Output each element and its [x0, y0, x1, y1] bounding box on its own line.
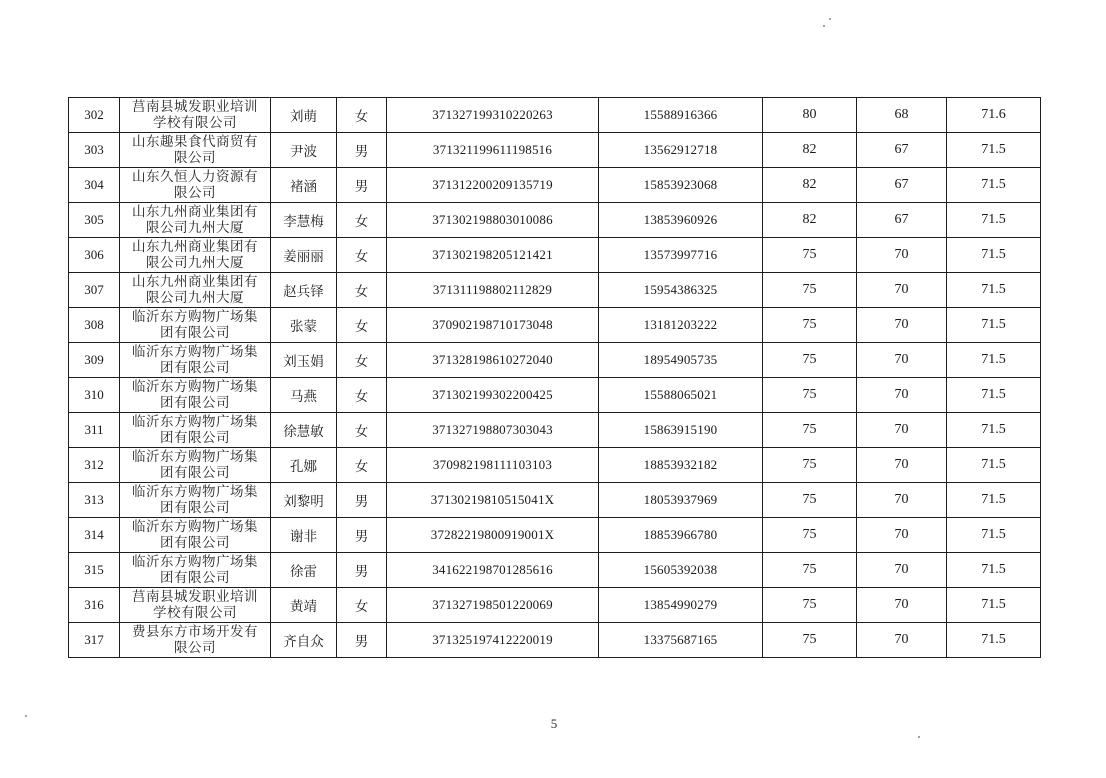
serial-number-cell: 305 — [69, 203, 120, 238]
score-2-cell: 67 — [857, 203, 947, 238]
total-score-cell: 71.5 — [947, 273, 1041, 308]
company-cell — [120, 308, 271, 343]
company-line-1: 山东九州商业集团有 — [132, 239, 258, 255]
phone-cell: 18853932182 — [599, 448, 763, 483]
score-1-cell: 75 — [763, 518, 857, 553]
company-cell — [120, 553, 271, 588]
score-1-cell: 75 — [763, 553, 857, 588]
total-score-cell: 71.5 — [947, 133, 1041, 168]
table-row — [69, 518, 1041, 553]
score-1-cell: 80 — [763, 98, 857, 133]
company-cell — [120, 448, 271, 483]
gender-cell: 男 — [337, 553, 387, 588]
name-cell: 黄靖 — [271, 588, 337, 623]
total-score-cell: 71.6 — [947, 98, 1041, 133]
score-1-cell: 82 — [763, 168, 857, 203]
scan-speck — [823, 25, 825, 27]
name-cell: 徐雷 — [271, 553, 337, 588]
score-2-cell: 70 — [857, 273, 947, 308]
id-number-cell: 341622198701285616 — [387, 553, 599, 588]
name-cell: 徐慧敏 — [271, 413, 337, 448]
company-cell — [120, 483, 271, 518]
serial-number-cell: 307 — [69, 273, 120, 308]
company-line-2: 团有限公司 — [160, 535, 230, 551]
table-row — [69, 378, 1041, 413]
phone-cell: 18853966780 — [599, 518, 763, 553]
company-cell — [120, 588, 271, 623]
phone-cell: 13573997716 — [599, 238, 763, 273]
company-line-1: 临沂东方购物广场集 — [132, 449, 258, 465]
phone-cell: 15954386325 — [599, 273, 763, 308]
id-number-cell: 370902198710173048 — [387, 308, 599, 343]
score-1-cell: 75 — [763, 588, 857, 623]
name-cell: 马燕 — [271, 378, 337, 413]
score-1-cell: 75 — [763, 343, 857, 378]
serial-number-cell: 304 — [69, 168, 120, 203]
score-2-cell: 70 — [857, 483, 947, 518]
id-number-cell: 37130219810515041X — [387, 483, 599, 518]
name-cell: 刘萌 — [271, 98, 337, 133]
score-2-cell: 70 — [857, 518, 947, 553]
total-score-cell: 71.5 — [947, 483, 1041, 518]
company-cell — [120, 623, 271, 658]
company-cell — [120, 378, 271, 413]
name-cell: 张蒙 — [271, 308, 337, 343]
total-score-cell: 71.5 — [947, 413, 1041, 448]
table-row — [69, 413, 1041, 448]
table-row — [69, 238, 1041, 273]
total-score-cell: 71.5 — [947, 168, 1041, 203]
id-number-cell: 37282219800919001X — [387, 518, 599, 553]
score-2-cell: 70 — [857, 448, 947, 483]
gender-cell: 女 — [337, 413, 387, 448]
gender-cell: 女 — [337, 238, 387, 273]
table-row — [69, 168, 1041, 203]
total-score-cell: 71.5 — [947, 623, 1041, 658]
candidate-score-table — [68, 97, 1041, 658]
phone-cell: 13562912718 — [599, 133, 763, 168]
id-number-cell: 371321199611198516 — [387, 133, 599, 168]
table-row — [69, 273, 1041, 308]
id-number-cell: 371302198205121421 — [387, 238, 599, 273]
gender-cell: 男 — [337, 623, 387, 658]
score-2-cell: 70 — [857, 343, 947, 378]
score-1-cell: 75 — [763, 238, 857, 273]
serial-number-cell: 303 — [69, 133, 120, 168]
id-number-cell: 371328198610272040 — [387, 343, 599, 378]
table-row — [69, 203, 1041, 238]
score-2-cell: 67 — [857, 168, 947, 203]
serial-number-cell: 308 — [69, 308, 120, 343]
total-score-cell: 71.5 — [947, 343, 1041, 378]
id-number-cell: 371327198807303043 — [387, 413, 599, 448]
table-row — [69, 98, 1041, 133]
company-cell — [120, 518, 271, 553]
company-line-1: 临沂东方购物广场集 — [132, 309, 258, 325]
table-row — [69, 343, 1041, 378]
serial-number-cell: 315 — [69, 553, 120, 588]
company-line-2: 团有限公司 — [160, 325, 230, 341]
score-1-cell: 75 — [763, 273, 857, 308]
company-cell — [120, 238, 271, 273]
gender-cell: 男 — [337, 483, 387, 518]
gender-cell: 男 — [337, 518, 387, 553]
name-cell: 孔娜 — [271, 448, 337, 483]
company-line-2: 限公司 — [174, 150, 216, 166]
company-line-2: 学校有限公司 — [153, 115, 237, 131]
serial-number-cell: 311 — [69, 413, 120, 448]
total-score-cell: 71.5 — [947, 588, 1041, 623]
company-line-2: 团有限公司 — [160, 570, 230, 586]
company-cell — [120, 413, 271, 448]
name-cell: 赵兵铎 — [271, 273, 337, 308]
company-line-1: 山东久恒人力资源有 — [132, 169, 258, 185]
id-number-cell: 371312200209135719 — [387, 168, 599, 203]
score-1-cell: 82 — [763, 133, 857, 168]
phone-cell: 15863915190 — [599, 413, 763, 448]
score-2-cell: 70 — [857, 238, 947, 273]
score-1-cell: 82 — [763, 203, 857, 238]
table-row — [69, 133, 1041, 168]
gender-cell: 女 — [337, 98, 387, 133]
serial-number-cell: 306 — [69, 238, 120, 273]
name-cell: 谢非 — [271, 518, 337, 553]
name-cell: 李慧梅 — [271, 203, 337, 238]
company-line-1: 费县东方市场开发有 — [132, 624, 258, 640]
total-score-cell: 71.5 — [947, 518, 1041, 553]
score-1-cell: 75 — [763, 623, 857, 658]
company-line-1: 临沂东方购物广场集 — [132, 484, 258, 500]
company-line-1: 临沂东方购物广场集 — [132, 519, 258, 535]
serial-number-cell: 310 — [69, 378, 120, 413]
total-score-cell: 71.5 — [947, 448, 1041, 483]
company-line-2: 限公司 — [174, 185, 216, 201]
table-row — [69, 308, 1041, 343]
score-1-cell: 75 — [763, 378, 857, 413]
company-cell — [120, 168, 271, 203]
company-cell — [120, 203, 271, 238]
company-line-1: 临沂东方购物广场集 — [132, 379, 258, 395]
company-cell — [120, 98, 271, 133]
total-score-cell: 71.5 — [947, 553, 1041, 588]
serial-number-cell: 317 — [69, 623, 120, 658]
company-line-1: 临沂东方购物广场集 — [132, 344, 258, 360]
company-line-1: 山东九州商业集团有 — [132, 204, 258, 220]
company-line-1: 莒南县城发职业培训 — [132, 99, 258, 115]
total-score-cell: 71.5 — [947, 378, 1041, 413]
table-row — [69, 448, 1041, 483]
company-cell — [120, 133, 271, 168]
company-cell — [120, 273, 271, 308]
phone-cell: 15853923068 — [599, 168, 763, 203]
company-line-1: 山东趣果食代商贸有 — [132, 134, 258, 150]
name-cell: 刘黎明 — [271, 483, 337, 518]
table-row — [69, 588, 1041, 623]
name-cell: 姜丽丽 — [271, 238, 337, 273]
gender-cell: 女 — [337, 273, 387, 308]
name-cell: 刘玉娟 — [271, 343, 337, 378]
phone-cell: 13854990279 — [599, 588, 763, 623]
score-2-cell: 70 — [857, 588, 947, 623]
id-number-cell: 371302198803010086 — [387, 203, 599, 238]
serial-number-cell: 302 — [69, 98, 120, 133]
score-2-cell: 68 — [857, 98, 947, 133]
serial-number-cell: 314 — [69, 518, 120, 553]
phone-cell: 18053937969 — [599, 483, 763, 518]
score-2-cell: 67 — [857, 133, 947, 168]
id-number-cell: 370982198111103103 — [387, 448, 599, 483]
table-body — [69, 98, 1041, 658]
page-number: 5 — [550, 716, 558, 731]
total-score-cell: 71.5 — [947, 238, 1041, 273]
phone-cell: 13853960926 — [599, 203, 763, 238]
company-line-2: 团有限公司 — [160, 360, 230, 376]
gender-cell: 女 — [337, 343, 387, 378]
phone-cell: 15588916366 — [599, 98, 763, 133]
id-number-cell: 371327198501220069 — [387, 588, 599, 623]
gender-cell: 女 — [337, 448, 387, 483]
scan-speck — [829, 18, 831, 20]
company-line-1: 莒南县城发职业培训 — [132, 589, 258, 605]
name-cell: 齐自众 — [271, 623, 337, 658]
company-line-2: 限公司九州大厦 — [146, 290, 244, 306]
score-1-cell: 75 — [763, 483, 857, 518]
phone-cell: 15605392038 — [599, 553, 763, 588]
serial-number-cell: 309 — [69, 343, 120, 378]
scan-speck — [25, 715, 27, 717]
scan-speck — [918, 736, 920, 738]
table-row — [69, 553, 1041, 588]
gender-cell: 男 — [337, 168, 387, 203]
name-cell: 褚涵 — [271, 168, 337, 203]
gender-cell: 女 — [337, 203, 387, 238]
phone-cell: 18954905735 — [599, 343, 763, 378]
score-1-cell: 75 — [763, 448, 857, 483]
score-2-cell: 70 — [857, 378, 947, 413]
company-line-1: 临沂东方购物广场集 — [132, 414, 258, 430]
id-number-cell: 371302199302200425 — [387, 378, 599, 413]
company-line-2: 团有限公司 — [160, 465, 230, 481]
score-2-cell: 70 — [857, 553, 947, 588]
serial-number-cell: 312 — [69, 448, 120, 483]
serial-number-cell: 316 — [69, 588, 120, 623]
total-score-cell: 71.5 — [947, 308, 1041, 343]
company-line-2: 学校有限公司 — [153, 605, 237, 621]
phone-cell: 13375687165 — [599, 623, 763, 658]
score-2-cell: 70 — [857, 623, 947, 658]
id-number-cell: 371327199310220263 — [387, 98, 599, 133]
gender-cell: 女 — [337, 308, 387, 343]
company-cell — [120, 343, 271, 378]
score-1-cell: 75 — [763, 308, 857, 343]
company-line-2: 限公司 — [174, 640, 216, 656]
company-line-1: 山东九州商业集团有 — [132, 274, 258, 290]
phone-cell: 15588065021 — [599, 378, 763, 413]
table-row — [69, 483, 1041, 518]
gender-cell: 男 — [337, 133, 387, 168]
score-2-cell: 70 — [857, 308, 947, 343]
company-line-1: 临沂东方购物广场集 — [132, 554, 258, 570]
id-number-cell: 371311198802112829 — [387, 273, 599, 308]
total-score-cell: 71.5 — [947, 203, 1041, 238]
id-number-cell: 371325197412220019 — [387, 623, 599, 658]
name-cell: 尹波 — [271, 133, 337, 168]
company-line-2: 限公司九州大厦 — [146, 220, 244, 236]
score-2-cell: 70 — [857, 413, 947, 448]
table-row — [69, 623, 1041, 658]
company-line-2: 限公司九州大厦 — [146, 255, 244, 271]
company-line-2: 团有限公司 — [160, 430, 230, 446]
serial-number-cell: 313 — [69, 483, 120, 518]
gender-cell: 女 — [337, 588, 387, 623]
company-line-2: 团有限公司 — [160, 395, 230, 411]
phone-cell: 13181203222 — [599, 308, 763, 343]
score-1-cell: 75 — [763, 413, 857, 448]
company-line-2: 团有限公司 — [160, 500, 230, 516]
gender-cell: 女 — [337, 378, 387, 413]
